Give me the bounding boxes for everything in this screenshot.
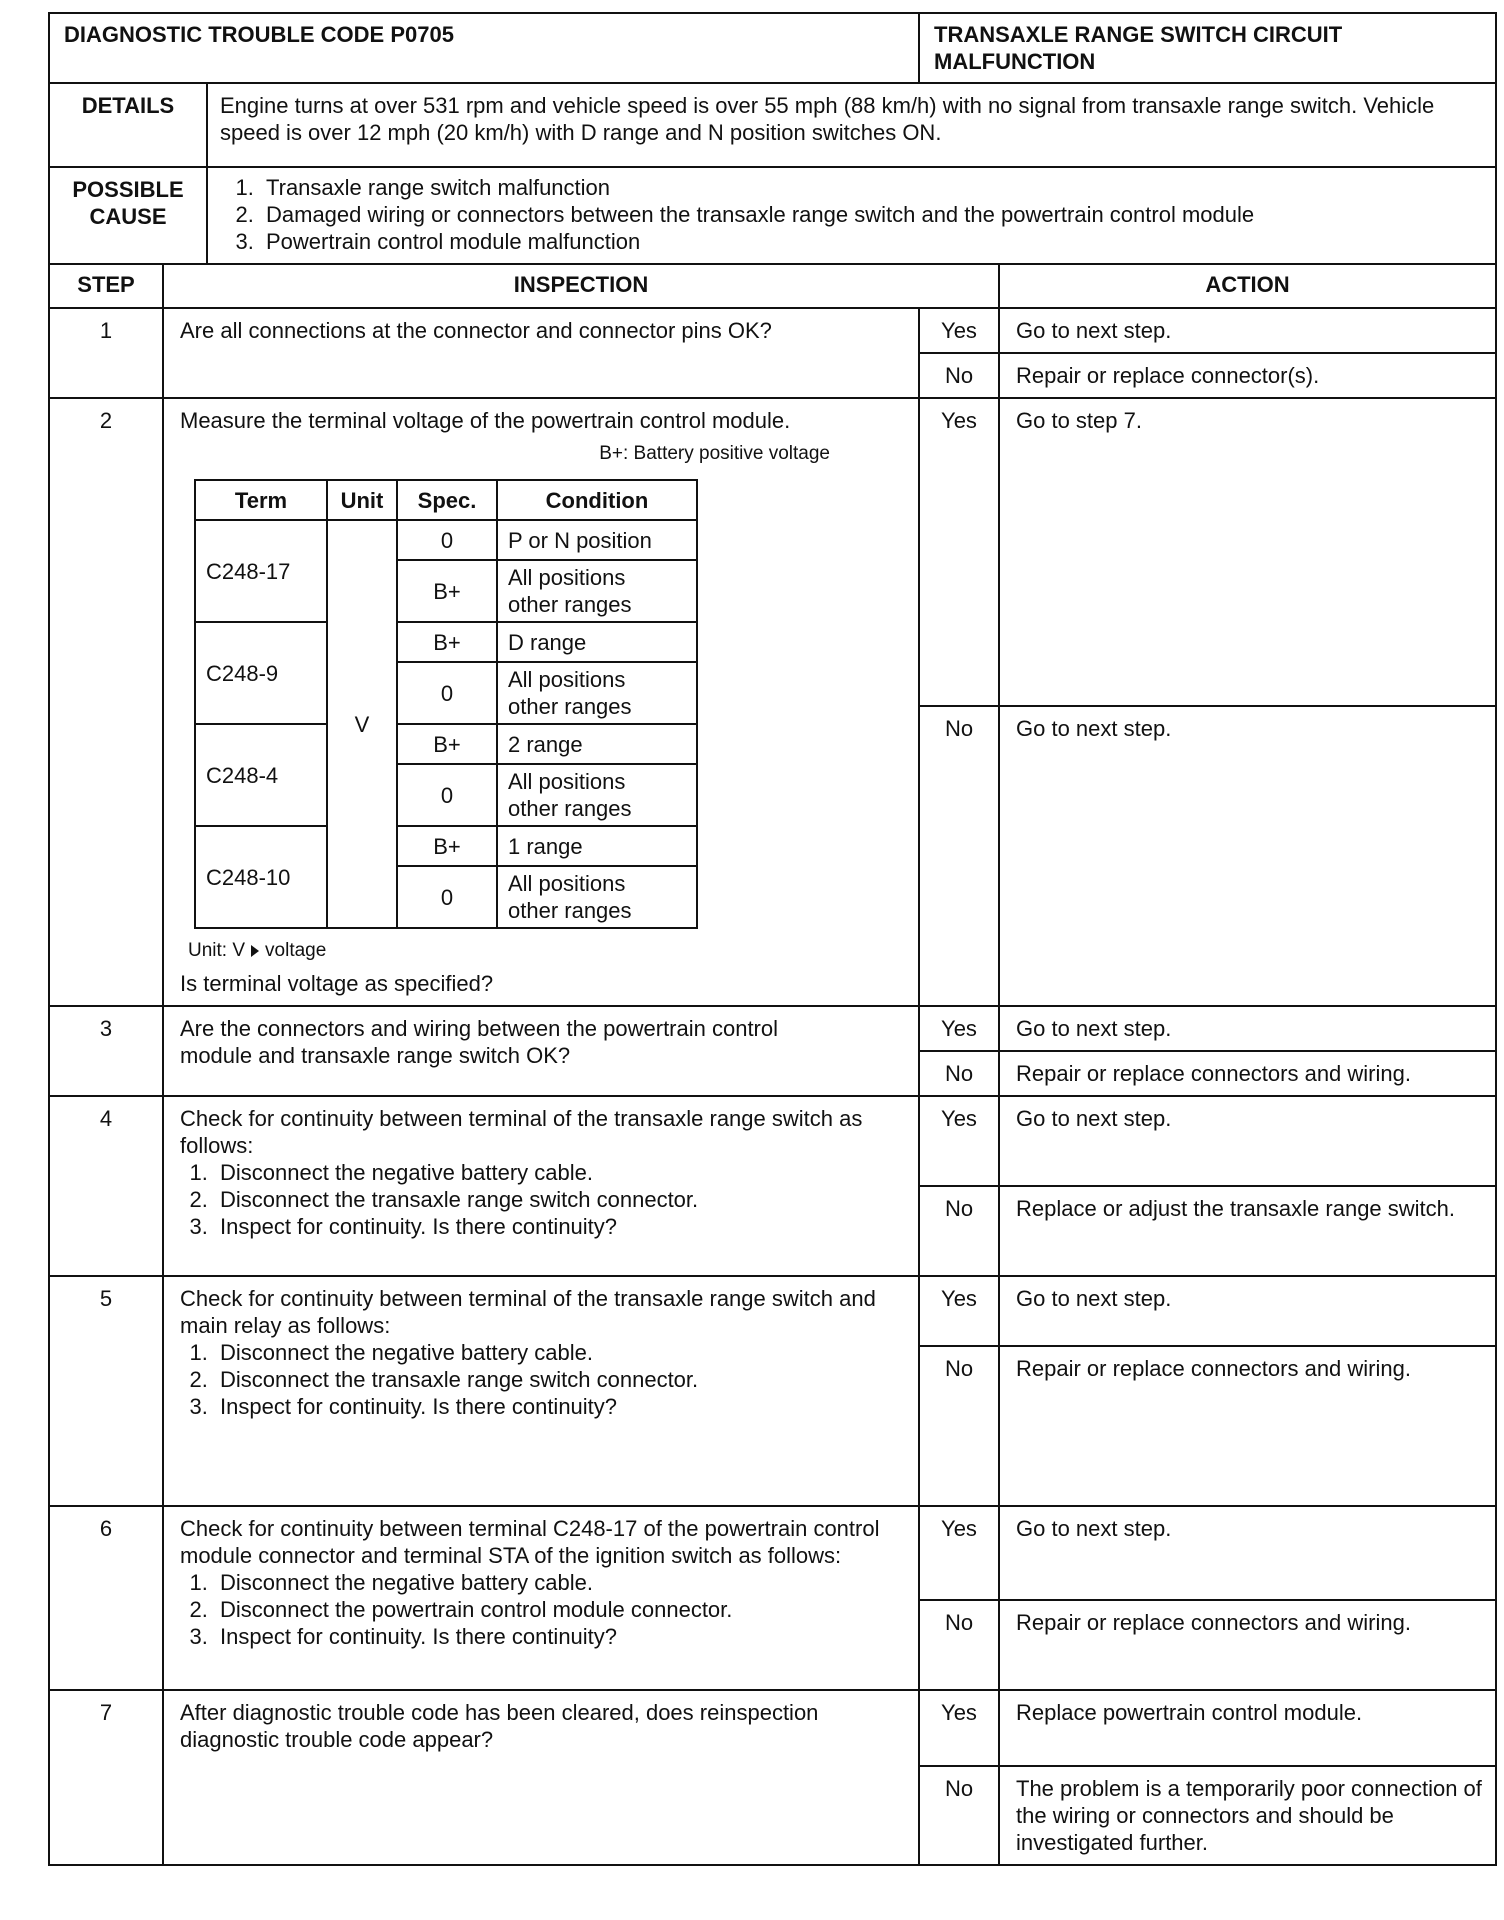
spec-header-unit: Unit: [327, 480, 397, 520]
spec-condition-line: other ranges: [508, 898, 632, 923]
procedure-item: 2. Disconnect the powertrain control module connector.: [214, 1596, 906, 1623]
spec-condition: P or N position: [497, 520, 697, 560]
no-label: No: [919, 1346, 999, 1506]
no-label: No: [919, 1186, 999, 1276]
no-action: Go to next step.: [999, 706, 1496, 1006]
step-2-text: Measure the terminal voltage of the powertrain control module.: [180, 408, 791, 433]
cause-item: 3. Powertrain control module malfunction: [260, 228, 1483, 255]
procedure-item: 2. Disconnect the transaxle range switch connector.: [214, 1366, 906, 1393]
spec-value: 0: [397, 662, 497, 724]
yes-label: Yes: [919, 1096, 999, 1186]
step-row: [49, 1006, 1496, 1051]
procedure-item: 1. Disconnect the negative battery cable.: [214, 1569, 906, 1596]
spec-condition: [497, 662, 697, 724]
no-action: Repair or replace connectors and wiring.: [999, 1346, 1496, 1506]
possible-cause-row: [49, 167, 1496, 264]
spec-condition: [497, 764, 697, 826]
unit-note-label: Unit: V: [188, 940, 246, 961]
no-label: No: [919, 353, 999, 398]
spec-value: B+: [397, 622, 497, 662]
step-row: [49, 1096, 1496, 1186]
spec-row: [195, 826, 697, 866]
spec-condition: [497, 866, 697, 928]
no-label: No: [919, 1051, 999, 1096]
step-inspection: Are all connections at the connector and connector pins OK?: [163, 308, 919, 398]
spec-condition: [497, 560, 697, 622]
spec-value: B+: [397, 826, 497, 866]
yes-label: Yes: [919, 1506, 999, 1600]
spec-condition: D range: [497, 622, 697, 662]
details-label: DETAILS: [49, 83, 207, 167]
spec-row: [195, 724, 697, 764]
spec-condition-line: All positions: [508, 565, 626, 590]
no-action: Repair or replace connectors and wiring.: [999, 1600, 1496, 1690]
arrow-icon: [251, 945, 259, 957]
procedure-item: 1. Disconnect the negative battery cable.: [214, 1159, 906, 1186]
no-action: The problem is a temporarily poor connection of the wiring or connectors and should be investigated further.: [999, 1766, 1496, 1865]
step-inspection: [163, 1096, 919, 1276]
possible-cause-label-line1: POSSIBLE: [72, 177, 184, 202]
terminal-voltage-table: [194, 479, 698, 929]
diagnostic-table: [48, 12, 1497, 1866]
step-number: 7: [49, 1690, 163, 1865]
spec-condition-line: All positions: [508, 667, 626, 692]
step-inspection: [163, 1506, 919, 1690]
spec-condition: 1 range: [497, 826, 697, 866]
step-number: 3: [49, 1006, 163, 1096]
column-header-row: [49, 264, 1496, 308]
step-row: [49, 1690, 1496, 1766]
spec-term: C248-17: [195, 520, 327, 622]
unit-note: [180, 937, 906, 964]
spec-row: [195, 622, 697, 662]
possible-cause-label: [49, 167, 207, 264]
spec-condition-line: All positions: [508, 769, 626, 794]
battery-note: B+: Battery positive voltage: [599, 443, 830, 464]
spec-header-condition: Condition: [497, 480, 697, 520]
spec-term: C248-9: [195, 622, 327, 724]
spec-condition-line: other ranges: [508, 592, 632, 617]
yes-label: Yes: [919, 1006, 999, 1051]
procedure-item: 3. Inspect for continuity. Is there continuity?: [214, 1623, 906, 1650]
column-action: ACTION: [999, 264, 1496, 308]
spec-condition-line: other ranges: [508, 694, 632, 719]
spec-condition-line: other ranges: [508, 796, 632, 821]
spec-condition: 2 range: [497, 724, 697, 764]
spec-header-row: [195, 480, 697, 520]
no-label: No: [919, 1600, 999, 1690]
step-number: 1: [49, 308, 163, 398]
no-label: No: [919, 706, 999, 1006]
step-inspection: [163, 398, 919, 1006]
yes-action: Go to next step.: [999, 1006, 1496, 1051]
procedure-item: 2. Disconnect the transaxle range switch connector.: [214, 1186, 906, 1213]
yes-label: Yes: [919, 1276, 999, 1346]
spec-term: C248-4: [195, 724, 327, 826]
yes-label: Yes: [919, 308, 999, 353]
step-row: [49, 398, 1496, 706]
procedure-item: 1. Disconnect the negative battery cable.: [214, 1339, 906, 1366]
step-number: 6: [49, 1506, 163, 1690]
spec-value: 0: [397, 764, 497, 826]
procedure-item: 3. Inspect for continuity. Is there continuity?: [214, 1393, 906, 1420]
step-2-question: Is terminal voltage as specified?: [180, 971, 494, 996]
step-row: [49, 1276, 1496, 1346]
spec-term: C248-10: [195, 826, 327, 928]
diagnostic-document: [48, 12, 1495, 1866]
header-row: [49, 13, 1496, 83]
possible-cause-list: [207, 167, 1496, 264]
spec-value: 0: [397, 866, 497, 928]
procedure-item: 3. Inspect for continuity. Is there continuity?: [214, 1213, 906, 1240]
step-inspection: After diagnostic trouble code has been cleared, does reinspection diagnostic trouble code appear?: [163, 1690, 919, 1865]
step-4-text: Check for continuity between terminal of the transaxle range switch as follows:: [180, 1106, 863, 1158]
spec-unit: V: [327, 520, 397, 928]
possible-cause-label-line2: CAUSE: [89, 204, 167, 229]
cause-item: 2. Damaged wiring or connectors between the transaxle range switch and the powertrain control module: [260, 201, 1483, 228]
dtc-code: DIAGNOSTIC TROUBLE CODE P0705: [49, 13, 919, 83]
spec-condition-line: All positions: [508, 871, 626, 896]
yes-action: Go to next step.: [999, 1276, 1496, 1346]
step-inspection: [163, 1276, 919, 1506]
yes-action: Go to next step.: [999, 1096, 1496, 1186]
spec-header-term: Term: [195, 480, 327, 520]
step-row: [49, 308, 1496, 353]
dtc-title: TRANSAXLE RANGE SWITCH CIRCUIT MALFUNCTION: [919, 13, 1496, 83]
yes-action: Replace powertrain control module.: [999, 1690, 1496, 1766]
step-number: 4: [49, 1096, 163, 1276]
yes-label: Yes: [919, 398, 999, 706]
details-text: Engine turns at over 531 rpm and vehicle speed is over 55 mph (88 km/h) with no signal from transaxle range switch. Vehicle speed is over 12 mph (20 km/h) with D range and N position switches ON.: [207, 83, 1496, 167]
spec-row: [195, 520, 697, 560]
step-inspection: Are the connectors and wiring between the powertrain control module and transaxle range switch OK?: [163, 1006, 919, 1096]
step-6-text: Check for continuity between terminal C248-17 of the powertrain control module connector and terminal STA of the ignition switch as follows:: [180, 1516, 880, 1568]
details-row: [49, 83, 1496, 167]
unit-note-meaning: voltage: [265, 940, 327, 961]
no-action: Replace or adjust the transaxle range switch.: [999, 1186, 1496, 1276]
spec-header-spec: Spec.: [397, 480, 497, 520]
column-inspection: INSPECTION: [163, 264, 999, 308]
step-5-text: Check for continuity between terminal of the transaxle range switch and main relay as follows:: [180, 1286, 876, 1338]
spec-value: B+: [397, 560, 497, 622]
yes-action: Go to next step.: [999, 1506, 1496, 1600]
column-step: STEP: [49, 264, 163, 308]
spec-value: 0: [397, 520, 497, 560]
no-action: Repair or replace connectors and wiring.: [999, 1051, 1496, 1096]
cause-item: 1. Transaxle range switch malfunction: [260, 174, 1483, 201]
yes-action: Go to step 7.: [999, 398, 1496, 706]
no-action: Repair or replace connector(s).: [999, 353, 1496, 398]
step-number: 2: [49, 398, 163, 1006]
step-row: [49, 1506, 1496, 1600]
yes-label: Yes: [919, 1690, 999, 1766]
no-label: No: [919, 1766, 999, 1865]
step-number: 5: [49, 1276, 163, 1506]
spec-value: B+: [397, 724, 497, 764]
yes-action: Go to next step.: [999, 308, 1496, 353]
